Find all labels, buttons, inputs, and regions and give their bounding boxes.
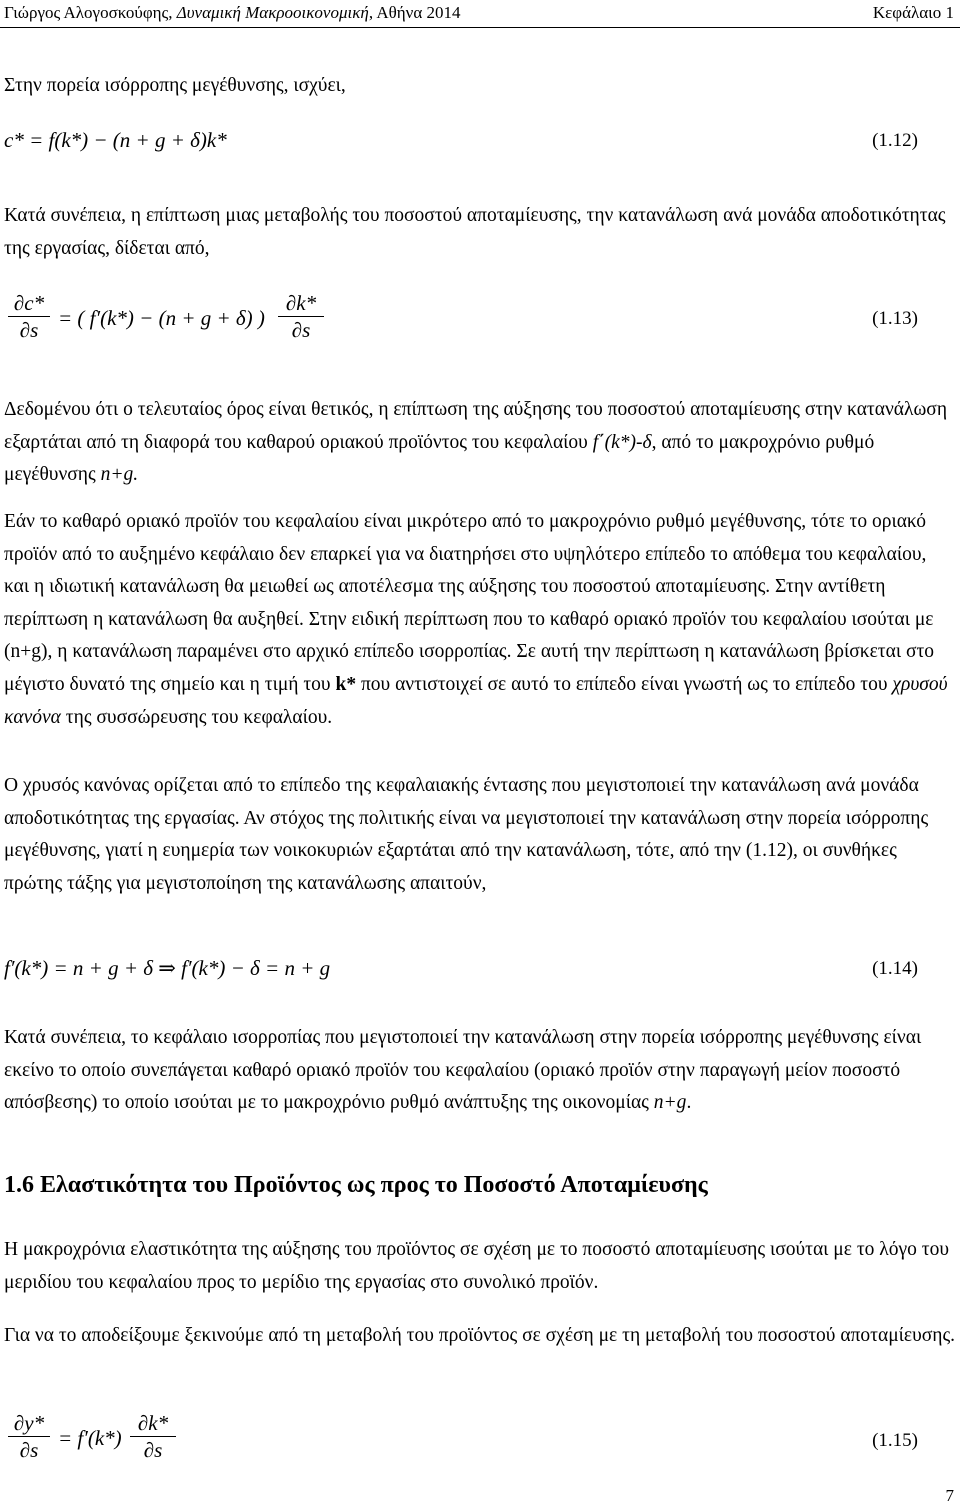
equation-1-12 [4, 128, 227, 153]
paragraph-6 [4, 1022, 956, 1120]
running-header-chapter: Κεφάλαιο 1 [872, 3, 954, 22]
running-header-left [4, 3, 461, 23]
paragraph-4-text-a: Εάν το καθαρό οριακό προϊόν του κεφαλαίου είναι μικρότερο από το μακροχρόνιο ρυθμό μεγέθυνσης, τότε το οριακό προϊόν από το αυξημένο κεφάλαιο δεν επαρκεί για να διατηρήσει στο υψηλότερο επίπεδο το απόθεμα του κεφαλαίου, και η ιδιωτική κατανάλωση θα μειωθεί ως αποτέλεσμα της αύξησης του ποσοστού αποταμίευσης. Στην αντίθετη περίπτωση η κατανάλωση θα αυξηθεί. Στην ειδική περίπτωση που το καθαρό οριακό προϊόν του κεφαλαίου ισούται με [4, 511, 934, 630]
paragraph-3-text-mid: , από το μακροχρόνιο ρυθμό μεγέθυνσης [4, 431, 875, 486]
paragraph-4-text-b: , η κατανάλωση παραμένει στο αρχικό επίπεδο ισορροπίας. Σε αυτή την περίπτωση η κατανάλωση βρίσκεται στο μέγιστο δυνατό της σημείο και η τιμή του [4, 641, 935, 695]
paragraph-4-text-c: που αντιστοιχεί σε αυτό το επίπεδο είναι γνωστή ως το επίπεδο του [356, 673, 893, 695]
paragraph-4-ng: (n+g) [4, 641, 48, 663]
page-number: 7 [945, 1486, 954, 1505]
equation-1-14-body: f′(k*) = n + g + δ ⇒ f′(k*) − δ = n + g [4, 956, 331, 980]
equation-1-15-number: (1.15) [872, 1430, 918, 1451]
paragraph-4-golden-rule: χρυσού κανόνα [4, 673, 948, 728]
equation-1-13-lhs-fraction [8, 290, 50, 343]
header-book-title: Δυναμική Μακροοικονομική [176, 3, 369, 22]
equation-1-12-number: (1.12) [872, 130, 918, 151]
equation-1-15-lhs-fraction [8, 1410, 50, 1463]
paragraph-6-text: Κατά συνέπεια, το κεφάλαιο ισορροπίας που μεγιστοποιεί την κατανάλωση στην πορεία ισόρροπης μεγέθυνσης είναι εκείνο το οποίο συνεπάγεται καθαρό οριακό προϊόν του κεφαλαίου (οριακό προϊόν στην παραγωγή μείον ποσοστό απόσβεσης) το οποίο ισούται με το μακροχρόνιο ρυθμό ανάπτυξης της οικονομίας [4, 1027, 922, 1114]
paragraph-2: Κατά συνέπεια, η επίπτωση μιας μεταβολής του ποσοστού αποταμίευσης, την κατανάλωση ανά μονάδα αποδοτικότητας της εργασίας, δίδεται από, [4, 205, 946, 259]
equation-1-13-middle [58, 306, 265, 331]
fraction-denominator: ∂s [291, 318, 311, 342]
fraction-denominator: ∂s [19, 1438, 39, 1462]
paragraph-8: Για να το αποδείξουμε ξεκινούμε από τη μεταβολή του προϊόντος σε σχέση με τη μεταβολή του ποσοστού αποταμίευσης. [4, 1325, 956, 1346]
paragraph-5: Ο χρυσός κανόνας ορίζεται από το επίπεδο της κεφαλαιακής έντασης που μεγιστοποιεί την κατανάλωση ανά μονάδα αποδοτικότητας της εργασίας. Αν στόχος της πολιτικής είναι να μεγιστοποιεί την κατανάλωση στην πορεία ισόρροπης μεγέθυνσης, γιατί η ευημερία των νοικοκυριών εξαρτάται από την κατανάλωση, τότε, από την (1.12), οι συνθήκες πρώτης τάξης για μεγιστοποίηση της κατανάλωσης απαιτούν, [4, 775, 929, 894]
equation-1-15-middle [58, 1426, 122, 1451]
equation-1-13-number: (1.13) [872, 308, 918, 329]
paragraph-3 [4, 394, 956, 492]
header-author: Γιώργος Αλογοσκούφης, [4, 3, 177, 22]
equation-1-15-rhs-fraction [130, 1410, 176, 1463]
paragraph-3-text: Δεδομένου ότι ο τελευταίος όρος είναι θετικός, η επίπτωση της αύξησης του ποσοστού αποταμίευσης στην κατανάλωση εξαρτάται από τη διαφορά του καθαρού οριακού προϊόντος του κεφαλαίου [4, 399, 948, 453]
fraction-denominator: ∂s [143, 1438, 163, 1462]
paragraph-6-ng: n+g [653, 1092, 687, 1114]
fraction-numerator: ∂k* [137, 1411, 169, 1435]
paragraph-4-kstar: k* [335, 673, 357, 695]
equation-1-14-number: (1.14) [872, 958, 918, 979]
equation-1-13-middle-body: = ( f′(k*) − (n + g + δ) ) [58, 306, 265, 330]
fraction-numerator: ∂k* [285, 291, 317, 315]
equation-1-15-middle-body: = f′(k*) [58, 1426, 122, 1450]
header-rule [0, 27, 960, 28]
paragraph-1: Στην πορεία ισόρροπης μεγέθυνσης, ισχύει, [4, 75, 346, 96]
fraction-denominator: ∂s [19, 318, 39, 342]
paragraph-3-growth: n+g. [100, 464, 139, 486]
paragraph-4-text-d: της συσσώρευσης του κεφαλαίου. [60, 706, 333, 728]
paragraph-7: Η μακροχρόνια ελαστικότητα της αύξησης του προϊόντος σε σχέση με το ποσοστό αποταμίευσης ισούται με το λόγο του μεριδίου του κεφαλαίου προς το μερίδιο της εργασίας στο συνολικό προϊόν. [4, 1239, 949, 1293]
fraction-numerator: ∂c* [13, 291, 45, 315]
equation-1-14 [4, 956, 330, 981]
fraction-numerator: ∂y* [13, 1411, 45, 1435]
header-place-year: , Αθήνα 2014 [368, 3, 461, 22]
equation-1-12-body: c* = f(k*) − (n + g + δ)k* [4, 128, 227, 152]
paragraph-3-term: f΄(k*)-δ [592, 431, 652, 453]
equation-1-13-rhs-fraction [278, 290, 324, 343]
paragraph-4 [4, 506, 956, 734]
section-heading: 1.6 Ελαστικότητα του Προϊόντος ως προς το Ποσοστό Αποταμίευσης [4, 1172, 708, 1198]
paragraph-6-end: . [686, 1092, 692, 1114]
